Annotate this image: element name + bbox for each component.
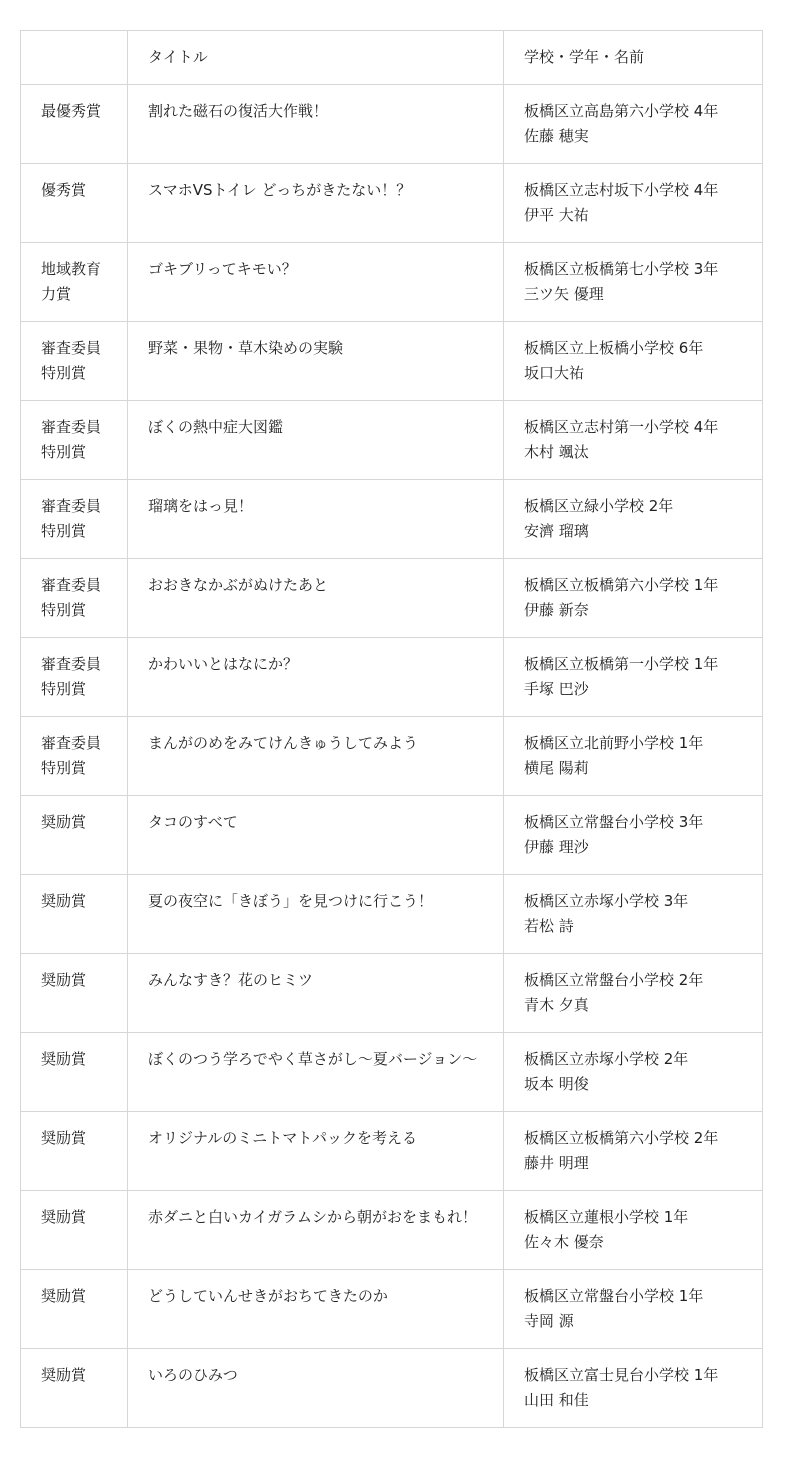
school-text: 板橋区立赤塚小学校 3年 <box>524 892 689 910</box>
student-name: 若松 詩 <box>524 917 574 935</box>
student-name: 坂口大祐 <box>524 364 585 382</box>
table-row <box>21 1349 763 1428</box>
title-text: スマホVSトイレ どっちがきたない！？ <box>148 181 412 199</box>
title-cell <box>128 243 504 322</box>
title-cell <box>128 1349 504 1428</box>
award-cell: 優秀賞 <box>21 164 128 243</box>
title-text: タコのすべて <box>148 813 238 831</box>
title-cell <box>128 638 504 717</box>
student-name: 伊藤 新奈 <box>524 601 589 619</box>
school-cell <box>504 401 763 480</box>
school-cell <box>504 875 763 954</box>
award-cell: 奨励賞 <box>21 1112 128 1191</box>
award-cell: 審査委員特別賞 <box>21 559 128 638</box>
school-text: 板橋区立高島第六小学校 4年 <box>524 102 719 120</box>
title-cell <box>128 1191 504 1270</box>
title-cell <box>128 164 504 243</box>
school-cell <box>504 717 763 796</box>
school-text: 板橋区立赤塚小学校 2年 <box>524 1050 689 1068</box>
title-text: 夏の夜空に「きぼう」を見つけに行こう！ <box>148 892 434 910</box>
school-text: 板橋区立北前野小学校 1年 <box>524 734 704 752</box>
table-row <box>21 717 763 796</box>
table-row <box>21 1033 763 1112</box>
title-cell <box>128 1270 504 1349</box>
award-cell: 審査委員特別賞 <box>21 480 128 559</box>
student-name: 寺岡 源 <box>524 1312 574 1330</box>
table-row <box>21 164 763 243</box>
school-cell <box>504 1349 763 1428</box>
school-text: 板橋区立板橋第六小学校 1年 <box>524 576 719 594</box>
school-cell <box>504 243 763 322</box>
title-cell <box>128 875 504 954</box>
school-cell <box>504 1112 763 1191</box>
school-cell <box>504 1191 763 1270</box>
title-cell <box>128 954 504 1033</box>
title-text: 赤ダニと白いカイガラムシから朝がおをまもれ！ <box>148 1208 477 1226</box>
school-text: 板橋区立板橋第六小学校 2年 <box>524 1129 719 1147</box>
title-text: まんがのめをみてけんきゅうしてみよう <box>148 734 419 752</box>
award-cell: 奨励賞 <box>21 1033 128 1112</box>
title-text: ぼくのつう学ろでやく草さがし～夏バージョン～ <box>148 1050 478 1068</box>
table-row <box>21 796 763 875</box>
table-row <box>21 875 763 954</box>
student-name: 伊藤 理沙 <box>524 838 589 856</box>
school-text: 板橋区立志村坂下小学校 4年 <box>524 181 719 199</box>
header-award <box>21 31 128 85</box>
school-cell <box>504 480 763 559</box>
school-cell <box>504 638 763 717</box>
header-row <box>21 31 763 85</box>
award-cell: 地域教育力賞 <box>21 243 128 322</box>
title-text: かわいいとはなにか？ <box>148 655 299 673</box>
student-name: 横尾 陽莉 <box>524 759 589 777</box>
student-name: 安濟 瑠璃 <box>524 522 589 540</box>
award-cell: 奨励賞 <box>21 1349 128 1428</box>
award-cell: 奨励賞 <box>21 875 128 954</box>
award-cell: 審査委員特別賞 <box>21 638 128 717</box>
table-row <box>21 1270 763 1349</box>
school-cell <box>504 322 763 401</box>
school-text: 板橋区立板橋第一小学校 1年 <box>524 655 719 673</box>
title-text: 野菜・果物・草木染めの実験 <box>148 339 344 357</box>
school-cell <box>504 1033 763 1112</box>
award-cell: 審査委員特別賞 <box>21 322 128 401</box>
school-text: 板橋区立志村第一小学校 4年 <box>524 418 719 436</box>
title-cell <box>128 796 504 875</box>
school-cell <box>504 85 763 164</box>
title-text: オリジナルのミニトマトパックを考える <box>148 1129 417 1147</box>
award-cell: 最優秀賞 <box>21 85 128 164</box>
table-row <box>21 243 763 322</box>
title-cell <box>128 401 504 480</box>
school-text: 板橋区立常盤台小学校 2年 <box>524 971 704 989</box>
table-row <box>21 638 763 717</box>
title-cell <box>128 559 504 638</box>
school-text: 板橋区立蓮根小学校 1年 <box>524 1208 689 1226</box>
title-text: みんなすき？花のヒミツ <box>148 971 314 989</box>
award-cell: 審査委員特別賞 <box>21 717 128 796</box>
table-row <box>21 559 763 638</box>
title-text: 割れた磁石の復活大作戦！ <box>148 102 329 120</box>
school-cell <box>504 559 763 638</box>
award-cell: 奨励賞 <box>21 1191 128 1270</box>
student-name: 青木 夕真 <box>524 996 589 1014</box>
title-cell <box>128 322 504 401</box>
school-text: 板橋区立常盤台小学校 1年 <box>524 1287 704 1305</box>
school-text: 板橋区立緑小学校 2年 <box>524 497 674 515</box>
table-row <box>21 322 763 401</box>
awards-table <box>20 30 763 1428</box>
student-name: 三ツ矢 優理 <box>524 285 604 303</box>
title-text: いろのひみつ <box>148 1366 238 1384</box>
school-cell <box>504 164 763 243</box>
title-cell <box>128 85 504 164</box>
student-name: 佐藤 穂実 <box>524 127 589 145</box>
title-cell <box>128 480 504 559</box>
student-name: 藤井 明理 <box>524 1154 589 1172</box>
table-row <box>21 954 763 1033</box>
title-text: ぼくの熱中症大図鑑 <box>148 418 284 436</box>
school-cell <box>504 796 763 875</box>
title-text: ゴキブリってキモい？ <box>148 260 297 278</box>
student-name: 山田 和佳 <box>524 1391 589 1409</box>
student-name: 伊平 大祐 <box>524 206 589 224</box>
school-text: 板橋区立板橋第七小学校 3年 <box>524 260 719 278</box>
award-cell: 奨励賞 <box>21 954 128 1033</box>
header-title: タイトル <box>128 31 504 85</box>
award-cell: 奨励賞 <box>21 1270 128 1349</box>
table-row <box>21 85 763 164</box>
student-name: 手塚 巴沙 <box>524 680 589 698</box>
title-text: おおきなかぶがぬけたあと <box>148 576 329 594</box>
awards-table-container <box>20 30 762 1428</box>
title-cell <box>128 1112 504 1191</box>
table-row <box>21 401 763 480</box>
title-text: どうしていんせきがおちてきたのか <box>148 1287 388 1305</box>
school-text: 板橋区立富士見台小学校 1年 <box>524 1366 719 1384</box>
table-row <box>21 1112 763 1191</box>
table-row <box>21 1191 763 1270</box>
student-name: 坂本 明俊 <box>524 1075 589 1093</box>
award-cell: 奨励賞 <box>21 796 128 875</box>
award-cell: 審査委員特別賞 <box>21 401 128 480</box>
student-name: 木村 颯汰 <box>524 443 589 461</box>
school-text: 板橋区立上板橋小学校 6年 <box>524 339 704 357</box>
school-cell <box>504 1270 763 1349</box>
header-school: 学校・学年・名前 <box>504 31 763 85</box>
title-cell <box>128 1033 504 1112</box>
school-text: 板橋区立常盤台小学校 3年 <box>524 813 704 831</box>
title-cell <box>128 717 504 796</box>
student-name: 佐々木 優奈 <box>524 1233 604 1251</box>
school-cell <box>504 954 763 1033</box>
title-text: 瑠璃をはっ見！ <box>148 497 254 515</box>
table-row <box>21 480 763 559</box>
